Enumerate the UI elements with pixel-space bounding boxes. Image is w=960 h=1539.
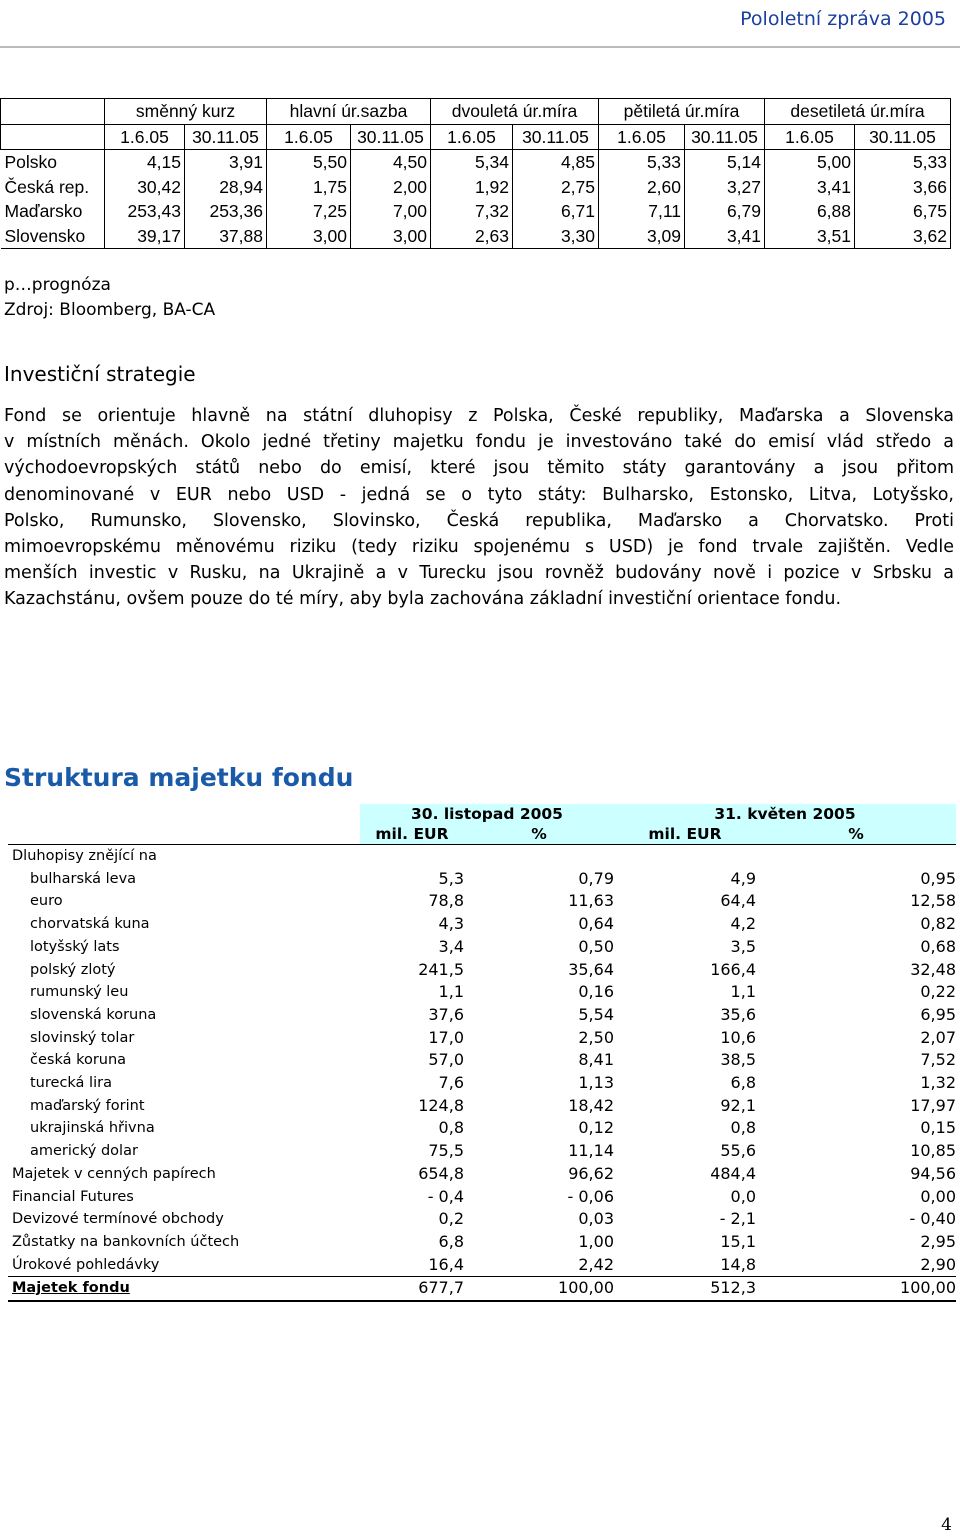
paragraph-line: Fond se orientuje hlavně na státní dluhopisy z Polska, České republiky, Maďarska a Slovenska	[4, 406, 954, 426]
asset-name: slovenská koruna	[30, 1006, 157, 1023]
total-amount-nov-2005: 677,7	[360, 1277, 464, 1301]
rate-value: 3,30	[513, 224, 599, 249]
asset-name: chorvatská kuna	[30, 916, 150, 933]
rate-value: 5,34	[431, 150, 513, 175]
country-name: Slovensko	[1, 224, 105, 249]
amount-may-2005: 1,1	[730, 982, 756, 1002]
rate-value: 6,75	[855, 199, 951, 224]
percent-may-2005: 2,95	[920, 1231, 956, 1251]
asset-unit-row	[8, 824, 956, 845]
rate-value: 6,79	[685, 199, 765, 224]
amount-may-2005: 4,9	[730, 868, 756, 888]
paragraph-line: Kazachstánu, ovšem pouze do té míry, aby byla zachována základní investiční orientace fondu.	[4, 589, 842, 610]
asset-row	[8, 1049, 956, 1072]
asset-name: Zůstatky na bankovních účtech	[12, 1233, 240, 1250]
amount-header: mil. EUR	[614, 824, 756, 845]
percent-nov-2005: 5,54	[578, 1004, 614, 1024]
asset-name: česká koruna	[30, 1052, 127, 1069]
paragraph-line: Polsko, Rumunsko, Slovensko, Slovinsko, Česká republika, Maďarsko a Chorvatsko. Proti	[4, 510, 954, 531]
rate-value: 7,00	[351, 199, 431, 224]
rates-date: 30.11.05	[855, 124, 951, 150]
amount-nov-2005: 5,3	[438, 868, 464, 888]
amount-header: mil. EUR	[360, 824, 464, 845]
percent-may-2005: 2,90	[920, 1254, 956, 1274]
rate-value: 6,88	[765, 199, 855, 224]
percent-may-2005: 1,32	[920, 1073, 956, 1093]
percent-nov-2005: 11,14	[568, 1141, 614, 1161]
amount-nov-2005: 6,8	[438, 1231, 464, 1251]
total-label: Majetek fondu	[8, 1277, 360, 1301]
percent-nov-2005: 0,79	[578, 868, 614, 888]
rate-value: 4,50	[351, 150, 431, 175]
amount-nov-2005: 16,4	[428, 1254, 464, 1274]
amount-nov-2005: - 0,4	[427, 1186, 464, 1206]
rates-date: 1.6.05	[105, 124, 185, 150]
percent-may-2005: 2,07	[920, 1027, 956, 1047]
rate-value: 3,91	[185, 150, 267, 175]
rate-value: 4,85	[513, 150, 599, 175]
amount-may-2005: 15,1	[720, 1231, 756, 1251]
asset-name: bulharská leva	[30, 870, 137, 887]
asset-row	[8, 1072, 956, 1095]
percent-may-2005: 0,22	[920, 982, 956, 1002]
rate-value: 3,41	[685, 224, 765, 249]
asset-row	[8, 1117, 956, 1140]
asset-row	[8, 1208, 956, 1231]
amount-may-2005: 35,6	[720, 1004, 756, 1024]
percent-nov-2005: 18,42	[568, 1095, 614, 1115]
total-percent-may-2005: 100,00	[756, 1277, 956, 1301]
strategy-paragraph	[4, 403, 954, 613]
percent-header: %	[756, 824, 956, 845]
asset-name: lotyšský lats	[30, 938, 120, 955]
percent-nov-2005: 8,41	[578, 1050, 614, 1070]
rate-value: 5,14	[685, 150, 765, 175]
rate-value: 3,09	[599, 224, 685, 249]
rates-row	[1, 199, 951, 224]
asset-row	[8, 1095, 956, 1118]
percent-may-2005: 94,56	[910, 1163, 956, 1183]
rate-value: 3,00	[351, 224, 431, 249]
percent-nov-2005: 0,16	[578, 982, 614, 1002]
rate-value: 2,63	[431, 224, 513, 249]
percent-nov-2005: 0,50	[578, 936, 614, 956]
asset-name: Financial Futures	[12, 1188, 134, 1205]
rates-date: 30.11.05	[685, 124, 765, 150]
period-2-header: 31. květen 2005	[614, 804, 956, 824]
amount-nov-2005: 78,8	[428, 891, 464, 911]
asset-period-row	[8, 804, 956, 824]
amount-nov-2005: 17,0	[428, 1027, 464, 1047]
percent-may-2005: 0,00	[920, 1186, 956, 1206]
percent-may-2005: 10,85	[910, 1141, 956, 1161]
asset-row	[8, 868, 956, 891]
asset-row	[8, 1254, 956, 1277]
percent-may-2005: - 0,40	[909, 1209, 956, 1229]
asset-structure-table	[8, 804, 956, 1302]
amount-may-2005: 0,8	[730, 1118, 756, 1138]
percent-nov-2005: 0,64	[578, 914, 614, 934]
asset-name: Devizové termínové obchody	[12, 1211, 224, 1228]
rates-date-row	[1, 124, 951, 150]
asset-name: polský zlotý	[30, 961, 116, 978]
asset-row	[8, 959, 956, 982]
amount-nov-2005: 37,6	[428, 1004, 464, 1024]
rates-date: 1.6.05	[599, 124, 685, 150]
country-name: Polsko	[1, 150, 105, 175]
asset-row	[8, 981, 956, 1004]
rate-value: 5,33	[599, 150, 685, 175]
amount-may-2005: 484,4	[710, 1163, 756, 1183]
amount-nov-2005: 75,5	[428, 1141, 464, 1161]
percent-may-2005: 0,15	[920, 1118, 956, 1138]
asset-group-row	[8, 845, 956, 868]
asset-name: rumunský leu	[30, 984, 129, 1001]
amount-nov-2005: 0,2	[438, 1209, 464, 1229]
asset-row	[8, 1027, 956, 1050]
percent-nov-2005: - 0,06	[567, 1186, 614, 1206]
asset-row	[8, 1186, 956, 1209]
asset-total-row	[8, 1277, 956, 1301]
amount-may-2005: - 2,1	[719, 1209, 756, 1229]
percent-nov-2005: 0,03	[578, 1209, 614, 1229]
rate-value: 6,71	[513, 199, 599, 224]
rate-value: 3,27	[685, 175, 765, 200]
rates-row	[1, 224, 951, 249]
percent-may-2005: 6,95	[920, 1004, 956, 1024]
amount-may-2005: 4,2	[730, 914, 756, 934]
rates-table	[0, 98, 951, 249]
amount-may-2005: 0,0	[730, 1186, 756, 1206]
rate-value: 253,43	[105, 199, 185, 224]
rates-group-row	[1, 99, 951, 125]
rate-value: 7,32	[431, 199, 513, 224]
rate-value: 2,75	[513, 175, 599, 200]
rates-group-header: hlavní úr.sazba	[267, 99, 431, 125]
rate-value: 3,00	[267, 224, 351, 249]
amount-may-2005: 14,8	[720, 1254, 756, 1274]
amount-nov-2005: 57,0	[428, 1050, 464, 1070]
rates-date: 30.11.05	[351, 124, 431, 150]
rates-group-header: směnný kurz	[105, 99, 267, 125]
asset-row	[8, 1004, 956, 1027]
asset-name: Majetek v cenných papírech	[12, 1165, 216, 1182]
rate-value: 3,41	[765, 175, 855, 200]
rates-row	[1, 175, 951, 200]
structure-title: Struktura majetku fondu	[4, 763, 354, 792]
asset-row	[8, 913, 956, 936]
rate-value: 3,66	[855, 175, 951, 200]
percent-nov-2005: 11,63	[568, 891, 614, 911]
rate-value: 5,33	[855, 150, 951, 175]
page-number: 4	[941, 1515, 952, 1535]
period-1-header: 30. listopad 2005	[360, 804, 614, 824]
asset-row	[8, 1163, 956, 1186]
amount-nov-2005: 7,6	[438, 1073, 464, 1093]
header-divider	[0, 46, 960, 48]
rate-value: 39,17	[105, 224, 185, 249]
paragraph-line: v místních měnách. Okolo jedné třetiny majetku fondu je investováno také do emisí vlád středo a	[4, 432, 954, 453]
amount-nov-2005: 124,8	[418, 1095, 464, 1115]
percent-may-2005: 12,58	[910, 891, 956, 911]
paragraph-line: mimoevropskému měnovému riziku (tedy riziku spojenému s USD) je fond trvale zajištěn. Vedle	[4, 536, 954, 557]
rate-value: 7,25	[267, 199, 351, 224]
rate-value: 2,00	[351, 175, 431, 200]
percent-may-2005: 32,48	[910, 959, 956, 979]
rate-value: 253,36	[185, 199, 267, 224]
rate-value: 28,94	[185, 175, 267, 200]
source-note: Zdroj: Bloomberg, BA-CA	[4, 300, 216, 320]
percent-header: %	[464, 824, 614, 845]
rate-value: 7,11	[599, 199, 685, 224]
forecast-note: p…prognóza	[4, 275, 111, 295]
rates-group-header: desetiletá úr.míra	[765, 99, 951, 125]
rates-date: 30.11.05	[185, 124, 267, 150]
rates-group-header: dvouletá úr.míra	[431, 99, 599, 125]
rates-date: 1.6.05	[267, 124, 351, 150]
amount-nov-2005: 1,1	[438, 982, 464, 1002]
total-percent-nov-2005: 100,00	[464, 1277, 614, 1301]
rates-row	[1, 150, 951, 175]
amount-may-2005: 10,6	[720, 1027, 756, 1047]
asset-row	[8, 936, 956, 959]
rate-value: 4,15	[105, 150, 185, 175]
rate-value: 37,88	[185, 224, 267, 249]
percent-may-2005: 7,52	[920, 1050, 956, 1070]
rate-value: 2,60	[599, 175, 685, 200]
rate-value: 3,62	[855, 224, 951, 249]
country-name: Maďarsko	[4, 201, 83, 221]
asset-row	[8, 890, 956, 913]
rate-value: 5,50	[267, 150, 351, 175]
rate-value: 1,92	[431, 175, 513, 200]
amount-may-2005: 38,5	[720, 1050, 756, 1070]
amount-may-2005: 6,8	[730, 1073, 756, 1093]
asset-row	[8, 1140, 956, 1163]
rates-date: 30.11.05	[513, 124, 599, 150]
amount-may-2005: 166,4	[710, 959, 756, 979]
asset-name: maďarský forint	[30, 1097, 145, 1114]
amount-nov-2005: 3,4	[438, 936, 464, 956]
bond-group-label: Dluhopisy znějící na	[12, 848, 157, 864]
rate-value: 5,00	[765, 150, 855, 175]
country-name: Česká rep.	[4, 176, 90, 197]
paragraph-line: východoevropských států nebo do emisí, které jsou těmito státy garantovány a jsou přitom	[4, 458, 954, 479]
asset-row	[8, 1231, 956, 1254]
amount-nov-2005: 241,5	[418, 959, 464, 979]
rates-group-header: pětiletá úr.míra	[599, 99, 765, 125]
percent-nov-2005: 2,50	[578, 1027, 614, 1047]
percent-nov-2005: 96,62	[568, 1163, 614, 1183]
percent-may-2005: 0,82	[920, 914, 956, 934]
asset-name: slovinský tolar	[30, 1029, 135, 1046]
percent-may-2005: 0,68	[920, 936, 956, 956]
percent-nov-2005: 1,00	[578, 1231, 614, 1251]
rates-date: 1.6.05	[765, 124, 855, 150]
amount-nov-2005: 0,8	[438, 1118, 464, 1138]
rate-value: 3,51	[765, 224, 855, 249]
amount-nov-2005: 654,8	[418, 1163, 464, 1183]
rates-date: 1.6.05	[431, 124, 513, 150]
percent-may-2005: 17,97	[910, 1095, 956, 1115]
paragraph-line: menších investic v Rusku, na Ukrajině a v Turecku jsou rovněž budovány nově i pozice v Srbsku a	[4, 563, 954, 584]
asset-name: turecká lira	[30, 1075, 112, 1092]
asset-name: ukrajinská hřivna	[30, 1120, 155, 1137]
strategy-title: Investiční strategie	[4, 362, 196, 386]
amount-may-2005: 64,4	[720, 891, 756, 911]
rate-value: 1,75	[267, 175, 351, 200]
percent-may-2005: 0,95	[920, 868, 956, 888]
total-amount-may-2005: 512,3	[614, 1277, 756, 1301]
percent-nov-2005: 35,64	[568, 959, 614, 979]
paragraph-line: denominované v EUR nebo USD - jedná se o tyto státy: Bulharsko, Estonsko, Litva, Lotyšsko,	[4, 484, 954, 505]
amount-may-2005: 3,5	[730, 936, 756, 956]
percent-nov-2005: 0,12	[578, 1118, 614, 1138]
amount-may-2005: 55,6	[720, 1141, 756, 1161]
amount-may-2005: 92,1	[720, 1095, 756, 1115]
amount-nov-2005: 4,3	[438, 914, 464, 934]
asset-name: euro	[30, 893, 63, 910]
rate-value: 30,42	[105, 175, 185, 200]
asset-name: Úrokové pohledávky	[12, 1256, 160, 1273]
percent-nov-2005: 2,42	[578, 1254, 614, 1274]
page-header-title: Pololetní zpráva 2005	[740, 8, 946, 30]
percent-nov-2005: 1,13	[578, 1073, 614, 1093]
asset-name: americký dolar	[30, 1143, 138, 1160]
